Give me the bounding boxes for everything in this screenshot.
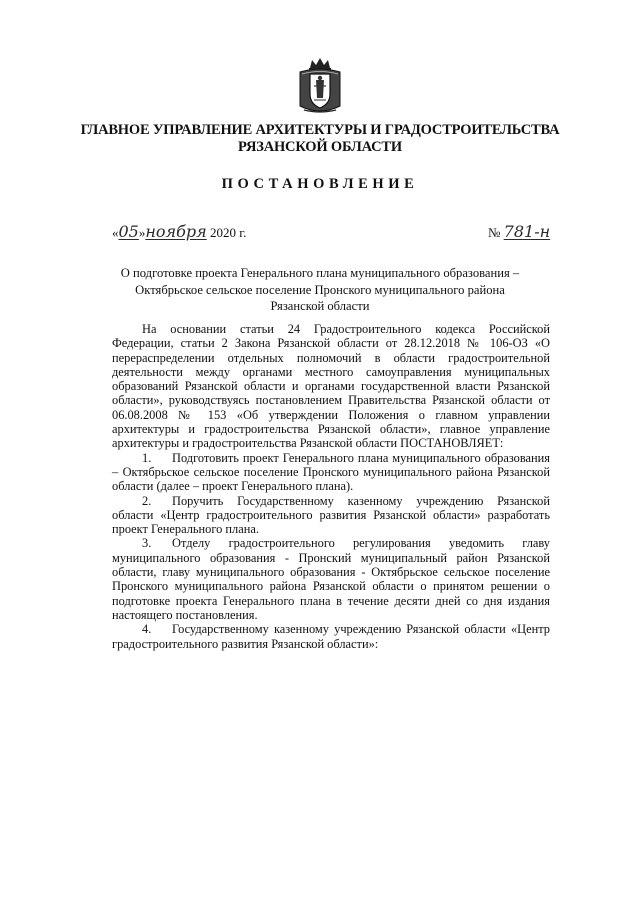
- title-line3: Рязанской области: [270, 299, 370, 313]
- list-item: [112, 536, 550, 622]
- date-year: 2020 г.: [209, 225, 247, 240]
- title-line1: О подготовке проекта Генерального плана муниципального образования –: [120, 266, 520, 280]
- document-number: [488, 222, 550, 241]
- item-text: Поручить Государственному казенному учреждению Рязанской области «Центр градостроительного развития Рязанской области» разработать проект Генерального плана.: [112, 493, 550, 537]
- item-number: 3.: [142, 536, 152, 551]
- item-text: Государственному казенному учреждению Рязанской области «Центр градостроительного развития Рязанской области»:: [112, 622, 550, 651]
- document-title: [110, 265, 530, 315]
- list-item: [112, 622, 550, 651]
- item-number: 2.: [142, 493, 152, 508]
- item-text: Подготовить проект Генерального плана муниципального образования – Октябрьское сельское поселение Пронского муниципального района Рязанской области (далее – проект Генерального плана).: [112, 450, 550, 494]
- date-month: ноября: [145, 222, 207, 241]
- list-item: [112, 451, 550, 494]
- document-body: [112, 322, 550, 651]
- organization-name-line1: ГЛАВНОЕ УПРАВЛЕНИЕ АРХИТЕКТУРЫ И ГРАДОСТРОИТЕЛЬСТВА: [80, 122, 560, 138]
- item-text: Отделу градостроительного регулирования уведомить главу муниципального образования - Пронский муниципальный район Рязанской области, главу муниципального образования - Октябрьское сельское поселение Пронского муниципального района Рязанской области о принятом решении о подготовке проекта Генерального плана в течение десяти дней со дня издания настоящего постановления.: [112, 536, 550, 622]
- document-date: [112, 222, 246, 241]
- date-open-quote: «: [112, 225, 119, 240]
- list-item: [112, 494, 550, 537]
- number-value: 781-н: [503, 222, 551, 241]
- date-day: 05: [118, 222, 139, 241]
- preamble-paragraph: На основании статьи 24 Градостроительного кодекса Российской Федерации, статьи 2 Закона Рязанской области от 28.12.2018 № 106-ОЗ «О перераспределении отдельных полномочий в области градостроительной деятельности между органами местного самоуправления муниципальных образований Рязанской области и органами государственной власти Рязанской области», руководствуясь постановлением Правительства Рязанской области от 06.08.2008 № 153 «Об утверждении Положения о главном управлении архитектуры и градостроительства Рязанской области», главное управление архитектуры и градостроительства Рязанской области ПОСТАНОВЛЯЕТ:: [112, 322, 550, 451]
- item-number: 4.: [142, 622, 152, 637]
- organization-name-line2: РЯЗАНСКОЙ ОБЛАСТИ: [238, 139, 402, 155]
- number-prefix: №: [488, 225, 501, 240]
- date-close-quote: »: [138, 225, 146, 240]
- document-type: ПОСТАНОВЛЕНИЕ: [221, 176, 419, 192]
- title-line2: Октябрьское сельское поселение Пронского муниципального района: [135, 282, 505, 297]
- item-number: 1.: [142, 450, 152, 465]
- coat-of-arms-icon: [296, 56, 344, 116]
